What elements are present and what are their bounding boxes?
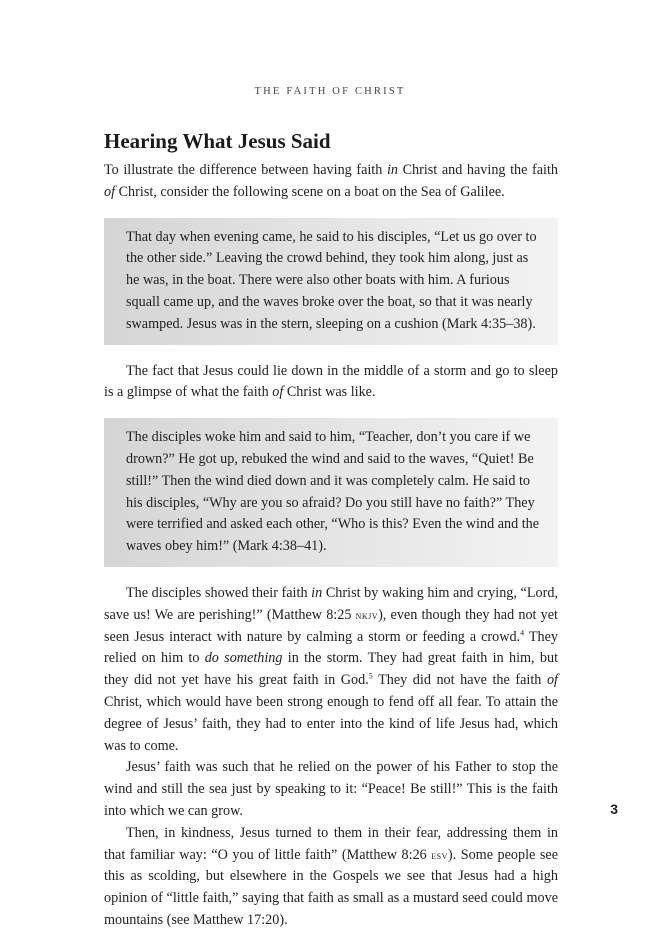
footnote-marker: 5 xyxy=(368,671,373,681)
page-body xyxy=(104,128,558,932)
body-paragraph: The fact that Jesus could lie down in the middle of a storm and go to sleep is a glimpse of what the faith of Christ was like. xyxy=(104,362,558,401)
footnote-marker: 4 xyxy=(520,627,525,637)
running-head: THE FAITH OF CHRIST xyxy=(254,86,406,97)
page-number: 3 xyxy=(610,801,618,817)
block-quote-mark-4-35 xyxy=(104,218,558,345)
body-paragraph: The disciples showed their faith in Christ by waking him and crying, “Lord, save us! We are perishing!” (Matthew 8:25 nkjv), even though they had not yet seen Jesus interact with nature by calming a storm or feeding a crowd.$^4$ They relied on him to do something in the storm. They had great faith in him, but they did not yet have his great faith in God.$^5$ They did not have the faith of Christ, which would have been strong enough to fend off all fear. To attain the degree of Jesus’ faith, they had to enter into the kind of life Jesus had, which was to come. xyxy=(104,584,559,754)
body-paragraph: Then, in kindness, Jesus turned to them in their fear, addressing them in that familiar way: “O you of little faith” (Matthew 8:26 esv). Some people see this as scolding, but elsewhere in the Gospels we see that Jesus had a high opinion of “little faith,” saying that faith as small as a mustard seed could move mountains (see Matthew 17:20). xyxy=(104,824,558,928)
body-paragraph: Jesus’ faith was such that he relied on the power of his Father to stop the wind and still the sea just by speaking to it: “Peace! Be still!” This is the faith into which we can grow. xyxy=(104,759,558,819)
intro-paragraph: To illustrate the difference between having faith in Christ and having the faith of Christ, consider the following scene on a boat on the Sea of Galilee. xyxy=(104,162,559,200)
section-title: Hearing What Jesus Said xyxy=(104,129,331,153)
quote-text: That day when evening came, he said to his disciples, “Let us go over to the other side.” Leaving the crowd behind, they took him along, just as he was, in the boat. There were also other boats with him. A furious squall came up, and the waves broke over the boat, so that it was nearly swamped. Jesus was in the stern, sleeping on a cushion (Mark 4:35–38). xyxy=(126,228,537,332)
quote-text: The disciples woke him and said to him, “Teacher, don’t you care if we drown?” He got up, rebuked the wind and said to the waves, “Quiet! Be still!” Then the wind died down and it was completely calm. He said to his disciples, “Why are you so afraid? Do you still have no faith?” They were terrified and asked each other, “Who is this? Even the wind and the waves obey him!” (Mark 4:38–41). xyxy=(126,429,540,555)
block-quote-mark-4-38 xyxy=(104,418,558,567)
